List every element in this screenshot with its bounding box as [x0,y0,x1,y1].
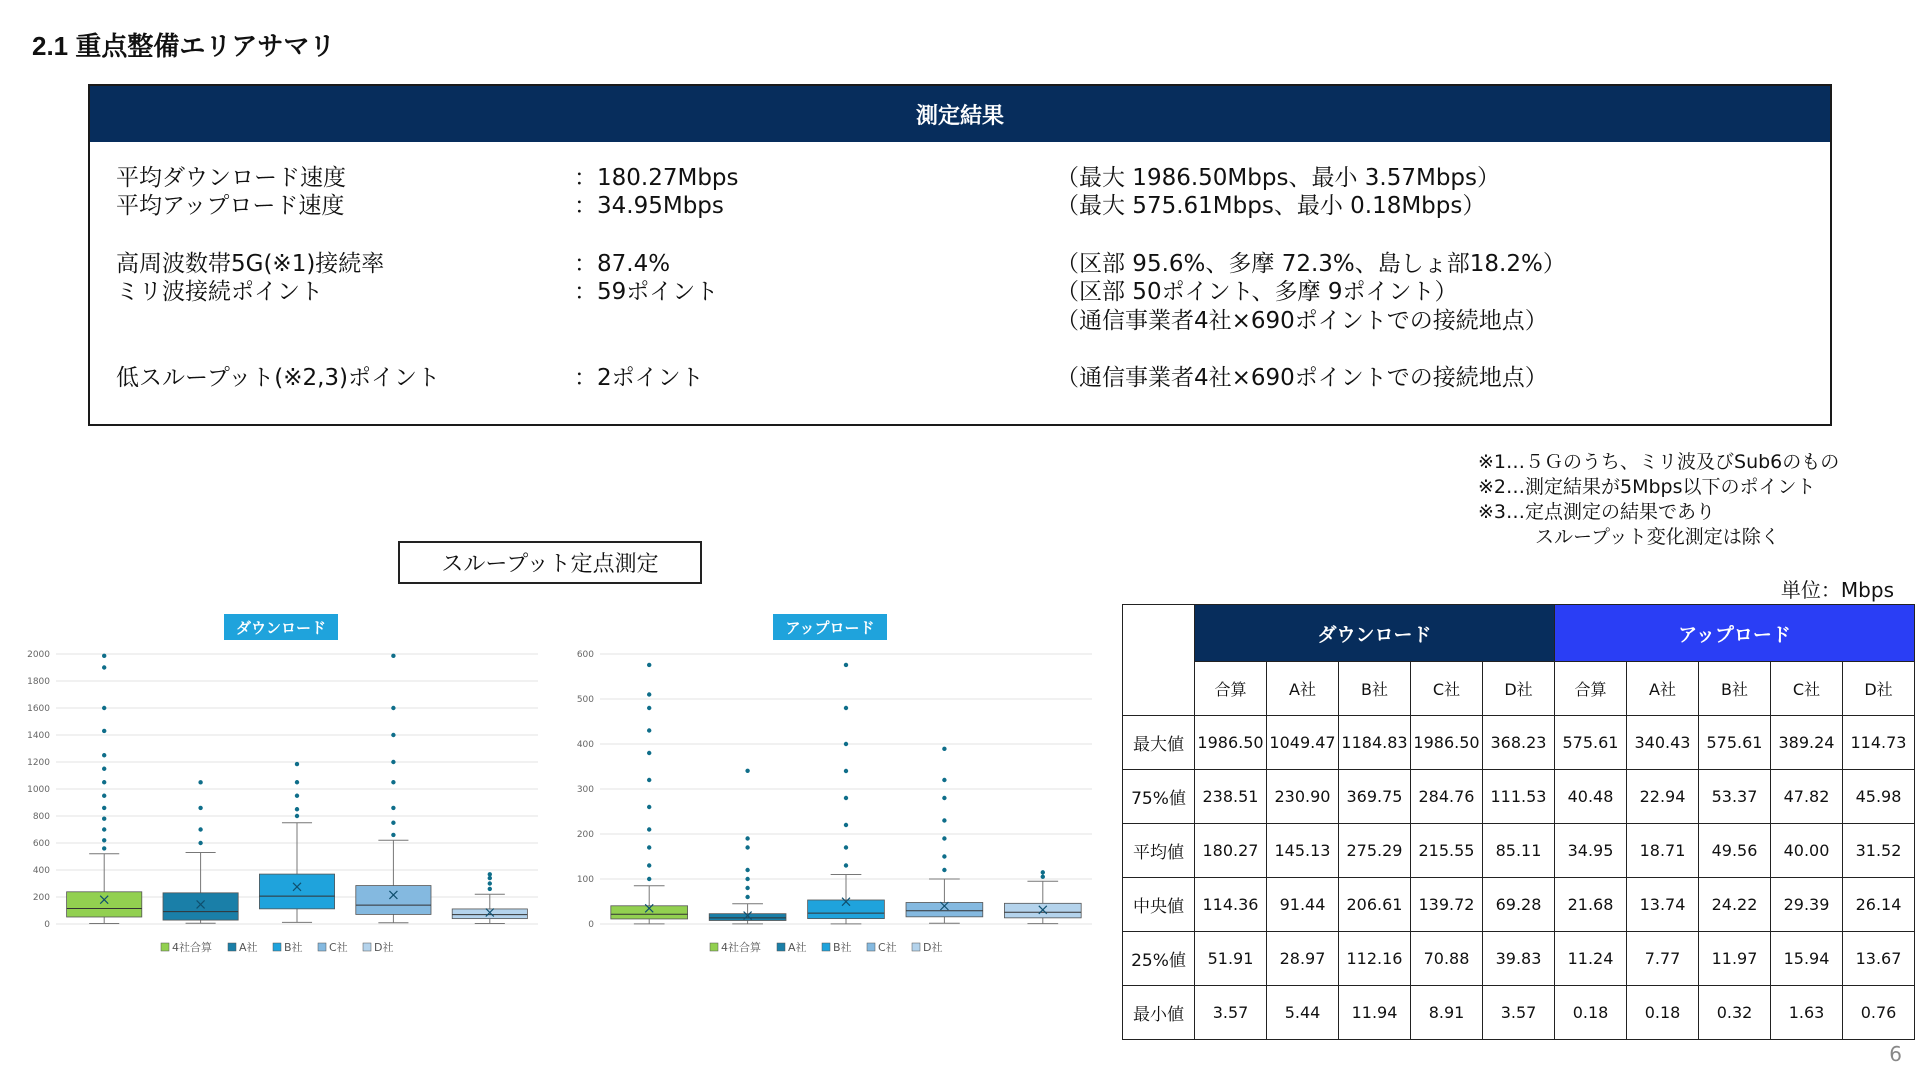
table-cell: 275.29 [1339,824,1411,878]
table-row [1123,770,1915,824]
outlier-point [391,806,395,810]
y-tick-label: 800 [32,812,50,822]
table-cell: 5.44 [1267,986,1339,1040]
outlier-point [102,767,106,771]
outlier-point [295,762,299,766]
y-tick-label: 500 [576,695,594,705]
outlier-point [942,854,946,858]
table-cell: 145.13 [1267,824,1339,878]
table-cell: 85.11 [1483,824,1555,878]
table-cell: 15.94 [1771,932,1843,986]
summary-value: ：180.27Mbps [574,165,739,191]
outlier-point [391,760,395,764]
summary-note: （最大 575.61Mbps、最小 0.18Mbps） [1056,193,1486,219]
chart-title: アップロード [785,619,875,637]
table-cell: 0.32 [1699,986,1771,1040]
table-cell: 13.74 [1627,878,1699,932]
summary-note: （通信事業者4社×690ポイントでの接続地点） [1056,365,1548,391]
table-cell: 206.61 [1339,878,1411,932]
outlier-point [102,827,106,831]
y-tick-label: 400 [32,866,50,876]
table-corner-cell [1123,605,1195,716]
summary-header: 測定結果 [90,86,1830,142]
summary-box [88,84,1832,426]
box [906,902,983,916]
table-header-row [1123,605,1915,662]
footnote: ※2…測定結果が5Mbps以下のポイント [1478,476,1816,498]
row-label: 25%値 [1123,932,1195,986]
table-cell: 215.55 [1411,824,1483,878]
page-number: 6 [1889,1042,1902,1066]
legend-swatch [777,943,785,951]
summary-note: （通信事業者4社×690ポイントでの接続地点） [1056,308,1548,334]
table-subheader-row [1123,662,1915,716]
legend-label: B社 [833,941,852,954]
y-tick-label: 1200 [27,758,50,768]
table-row [1123,878,1915,932]
column-header: 合算 [1555,662,1627,716]
table-cell: 389.24 [1771,716,1843,770]
box [709,914,786,921]
table-cell: 114.36 [1195,878,1267,932]
outlier-point [844,706,848,710]
table-cell: 18.71 [1627,824,1699,878]
outlier-point [745,769,749,773]
box [259,874,334,909]
table-cell: 575.61 [1555,716,1627,770]
table-cell: 1.63 [1771,986,1843,1040]
stats-table [1122,604,1915,1040]
table-cell: 0.76 [1843,986,1915,1040]
outlier-point [942,836,946,840]
table-cell: 1986.50 [1195,716,1267,770]
table-cell: 11.97 [1699,932,1771,986]
y-tick-label: 200 [32,893,50,903]
y-tick-label: 1800 [27,677,50,687]
outlier-point [102,665,106,669]
outlier-point [102,846,106,850]
outlier-point [488,887,492,891]
outlier-point [198,827,202,831]
summary-note: （区部 50ポイント、多摩 9ポイント） [1056,279,1458,305]
outlier-point [942,778,946,782]
y-tick-label: 0 [588,920,594,930]
table-row [1123,986,1915,1040]
table-cell: 24.22 [1699,878,1771,932]
box [808,900,885,919]
legend-label: C社 [329,941,348,954]
outlier-point [488,876,492,880]
legend-swatch [912,943,920,951]
footnotes [1478,450,1839,550]
table-cell: 47.82 [1771,770,1843,824]
legend-swatch [363,943,371,951]
footnote: スループット変化測定は除く [1478,526,1780,548]
y-tick-label: 100 [576,875,594,885]
outlier-point [942,868,946,872]
table-cell: 31.52 [1843,824,1915,878]
summary-label: 低スループット(※2,3)ポイント [116,365,441,391]
row-label: 75%値 [1123,770,1195,824]
table-cell: 230.90 [1267,770,1339,824]
table-cell: 11.24 [1555,932,1627,986]
legend-label: D社 [923,941,943,954]
y-tick-label: 400 [576,740,594,750]
table-cell: 340.43 [1627,716,1699,770]
outlier-point [391,833,395,837]
table-cell: 13.67 [1843,932,1915,986]
table-row [1123,716,1915,770]
summary-value: ：2ポイント [574,365,704,391]
table-cell: 53.37 [1699,770,1771,824]
summary-note: （区部 95.6%、多摩 72.3%、島しょ部18.2%） [1056,251,1566,277]
legend-swatch [273,943,281,951]
table-cell: 29.39 [1771,878,1843,932]
table-row [1123,932,1915,986]
row-label: 最大値 [1123,716,1195,770]
legend-swatch [710,943,718,951]
table-cell: 111.53 [1483,770,1555,824]
outlier-point [1041,870,1045,874]
table-cell: 49.56 [1699,824,1771,878]
table-cell: 40.00 [1771,824,1843,878]
box [356,886,431,915]
outlier-point [647,706,651,710]
outlier-point [844,742,848,746]
summary-label: 平均ダウンロード速度 [116,165,346,191]
table-cell: 40.48 [1555,770,1627,824]
table-cell: 39.83 [1483,932,1555,986]
outlier-point [102,654,106,658]
table-cell: 7.77 [1627,932,1699,986]
summary-value: ：34.95Mbps [574,193,724,219]
outlier-point [102,817,106,821]
outlier-point [745,877,749,881]
column-header: C社 [1411,662,1483,716]
column-header: C社 [1771,662,1843,716]
outlier-point [844,845,848,849]
outlier-point [198,841,202,845]
table-cell: 0.18 [1627,986,1699,1040]
table-cell: 26.14 [1843,878,1915,932]
outlier-point [295,807,299,811]
outlier-point [391,654,395,658]
outlier-point [198,780,202,784]
y-tick-label: 200 [576,830,594,840]
outlier-point [102,838,106,842]
table-cell: 22.94 [1627,770,1699,824]
outlier-point [745,886,749,890]
outlier-point [198,806,202,810]
chart-title: ダウンロード [235,619,327,637]
outlier-point [647,663,651,667]
legend-label: 4社合算 [721,941,761,954]
legend-label: C社 [878,941,897,954]
table-cell: 11.94 [1339,986,1411,1040]
legend-swatch [822,943,830,951]
table-cell: 1184.83 [1339,716,1411,770]
legend-label: D社 [374,941,394,954]
y-tick-label: 300 [576,785,594,795]
table-cell: 91.44 [1267,878,1339,932]
upload-group-header: アップロード [1555,605,1915,662]
outlier-point [102,706,106,710]
row-label: 最小値 [1123,986,1195,1040]
summary-note: （最大 1986.50Mbps、最小 3.57Mbps） [1056,165,1500,191]
row-label: 平均値 [1123,824,1195,878]
download-group-header: ダウンロード [1195,605,1555,662]
table-cell: 3.57 [1195,986,1267,1040]
box [163,893,238,920]
outlier-point [295,780,299,784]
table-cell: 69.28 [1483,878,1555,932]
footnote: ※3…定点測定の結果であり [1478,501,1716,523]
table-cell: 114.73 [1843,716,1915,770]
summary-value: ：59ポイント [574,279,719,305]
download-boxplot [16,606,546,978]
y-tick-label: 600 [576,650,594,660]
legend-swatch [228,943,236,951]
summary-label: ミリ波接続ポイント [116,279,323,305]
outlier-point [745,836,749,840]
outlier-point [102,794,106,798]
outlier-point [647,692,651,696]
column-header: D社 [1483,662,1555,716]
table-row [1123,824,1915,878]
outlier-point [488,872,492,876]
outlier-point [647,728,651,732]
legend-swatch [161,943,169,951]
y-tick-label: 600 [32,839,50,849]
column-header: A社 [1627,662,1699,716]
outlier-point [647,827,651,831]
outlier-point [295,794,299,798]
outlier-point [391,733,395,737]
outlier-point [391,821,395,825]
box [67,892,142,917]
y-tick-label: 1600 [27,704,50,714]
box [452,909,527,919]
outlier-point [745,845,749,849]
table-cell: 51.91 [1195,932,1267,986]
outlier-point [844,663,848,667]
legend-swatch [318,943,326,951]
throughput-label: スループット定点測定 [398,541,702,584]
table-cell: 575.61 [1699,716,1771,770]
table-cell: 139.72 [1411,878,1483,932]
table-cell: 0.18 [1555,986,1627,1040]
outlier-point [102,729,106,733]
table-cell: 112.16 [1339,932,1411,986]
legend-swatch [867,943,875,951]
outlier-point [942,796,946,800]
summary-label: 平均アップロード速度 [116,193,345,219]
y-tick-label: 1000 [27,785,50,795]
footnote: ※1…５Ｇのうち、ミリ波及びSub6のもの [1478,451,1840,473]
table-cell: 70.88 [1411,932,1483,986]
outlier-point [942,818,946,822]
page-title: 2.1 重点整備エリアサマリ [32,31,336,61]
table-cell: 45.98 [1843,770,1915,824]
outlier-point [295,814,299,818]
table-cell: 8.91 [1411,986,1483,1040]
y-tick-label: 2000 [27,650,50,660]
legend-label: B社 [284,941,303,954]
column-header: B社 [1339,662,1411,716]
outlier-point [942,747,946,751]
column-header: D社 [1843,662,1915,716]
outlier-point [102,780,106,784]
outlier-point [745,868,749,872]
table-cell: 238.51 [1195,770,1267,824]
outlier-point [488,881,492,885]
outlier-point [844,796,848,800]
table-cell: 28.97 [1267,932,1339,986]
column-header: A社 [1267,662,1339,716]
y-tick-label: 1400 [27,731,50,741]
column-header: B社 [1699,662,1771,716]
unit-label: 単位：Mbps [1780,578,1894,602]
column-header: 合算 [1195,662,1267,716]
y-tick-label: 0 [44,920,50,930]
outlier-point [647,751,651,755]
summary-label: 高周波数帯5G(※1)接続率 [116,251,385,277]
table-cell: 34.95 [1555,824,1627,878]
table-cell: 368.23 [1483,716,1555,770]
outlier-point [745,895,749,899]
row-label: 中央値 [1123,878,1195,932]
outlier-point [1041,875,1045,879]
outlier-point [844,769,848,773]
upload-boxplot [560,606,1100,978]
outlier-point [647,863,651,867]
table-cell: 1986.50 [1411,716,1483,770]
outlier-point [391,706,395,710]
summary-value: ：87.4% [574,251,671,277]
outlier-point [647,877,651,881]
outlier-point [844,823,848,827]
table-cell: 3.57 [1483,986,1555,1040]
outlier-point [647,778,651,782]
outlier-point [647,845,651,849]
outlier-point [391,780,395,784]
table-cell: 284.76 [1411,770,1483,824]
table-cell: 180.27 [1195,824,1267,878]
legend-label: 4社合算 [172,941,212,954]
table-cell: 21.68 [1555,878,1627,932]
table-cell: 1049.47 [1267,716,1339,770]
outlier-point [102,806,106,810]
table-cell: 369.75 [1339,770,1411,824]
outlier-point [647,805,651,809]
outlier-point [844,863,848,867]
outlier-point [102,753,106,757]
legend-label: A社 [239,941,258,954]
legend-label: A社 [788,941,807,954]
